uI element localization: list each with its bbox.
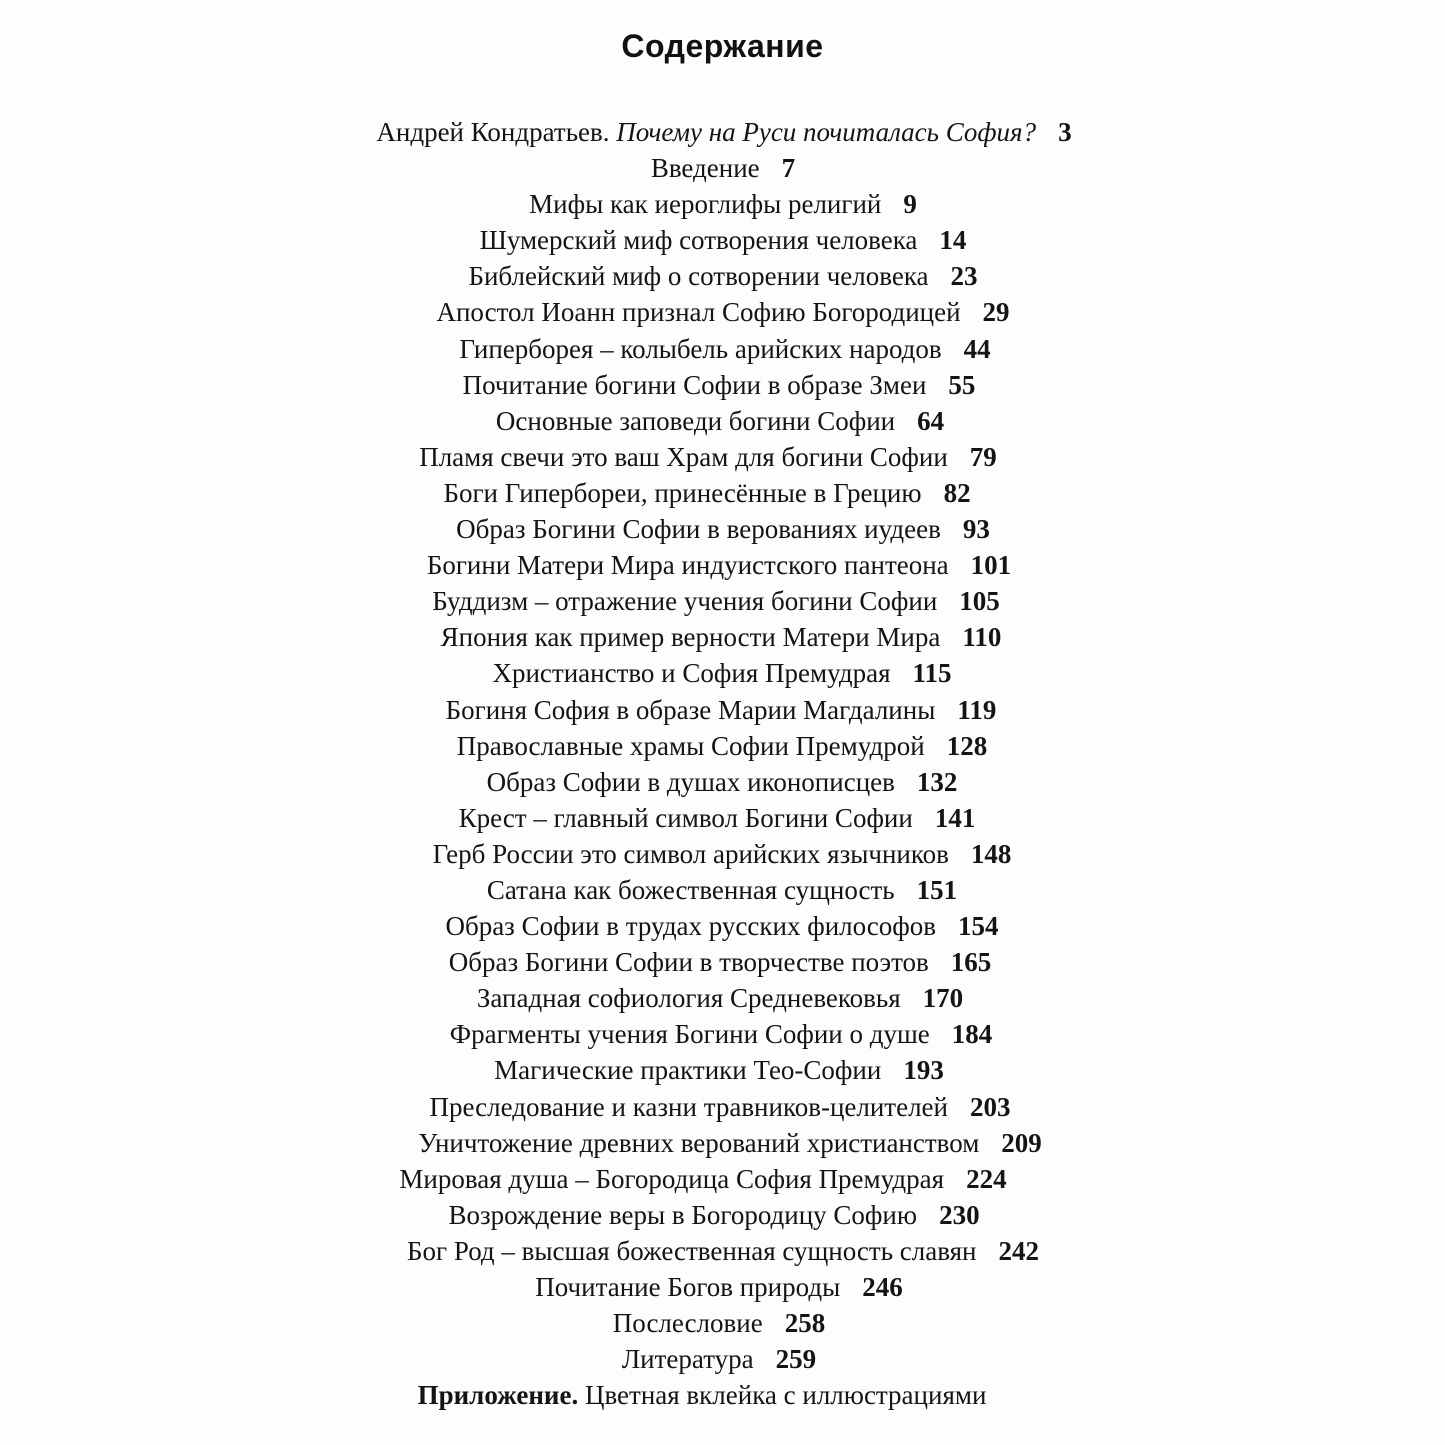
toc-entry <box>0 583 1445 619</box>
toc-entry-page-number: 119 <box>957 694 997 725</box>
toc-entry-title: Образ Богини Софии в творчестве поэтов <box>448 947 929 978</box>
toc-entry-page-number: 82 <box>943 477 971 508</box>
toc-entry-page-number: 23 <box>950 261 978 292</box>
toc-entry <box>0 547 1445 583</box>
toc-entry-page-number: 193 <box>903 1055 944 1086</box>
toc-entry-title: Литература <box>621 1344 754 1375</box>
toc-entry-title: Богиня София в образе Марии Магдалины <box>445 694 936 725</box>
toc-intro-entry <box>0 114 1445 150</box>
toc-entry-page-number: 141 <box>934 802 976 833</box>
toc-entry-title: Библейский миф о сотворении человека <box>468 261 929 292</box>
toc-entry-page-number: 258 <box>784 1308 826 1339</box>
appendix-label: Приложение. <box>417 1380 579 1411</box>
toc-entry <box>0 1269 1445 1305</box>
toc-entry-title: Введение <box>650 153 760 184</box>
toc-entry-page-number: 151 <box>916 874 958 905</box>
toc-entry-page-number: 224 <box>966 1163 1007 1194</box>
toc-entry-page-number: 110 <box>962 622 1002 653</box>
toc-entry <box>0 367 1445 403</box>
toc-entry <box>0 764 1445 800</box>
toc-entry-title: Крест – главный символ Богини Софии <box>458 802 913 833</box>
toc-entry-page-number: 154 <box>958 911 999 942</box>
toc-entry-title: Фрагменты учения Богини Софии о душе <box>449 1019 930 1050</box>
toc-entry-title: Образ Софии в трудах русских философов <box>445 911 937 942</box>
toc-entry-title: Буддизм – отражение учения богини Софии <box>432 586 938 617</box>
appendix-text: Цветная вклейка с иллюстрациями <box>584 1380 987 1411</box>
toc-entry-title: Возрождение веры в Богородицу Софию <box>448 1199 918 1230</box>
toc-entry <box>0 1125 1445 1161</box>
toc-entry-page-number: 101 <box>970 550 1012 581</box>
table-of-contents <box>0 114 1445 1413</box>
toc-entry <box>0 728 1445 764</box>
toc-entry <box>0 511 1445 547</box>
toc-entry <box>0 800 1445 836</box>
toc-entry <box>0 944 1445 980</box>
toc-entry-title: Уничтожение древних верований христианством <box>418 1127 980 1158</box>
intro-title: Почему на Руси почиталась София? <box>616 117 1037 147</box>
toc-entry-title: Шумерский миф сотворения человека <box>479 225 918 256</box>
toc-entry-title: Герб России это символ арийских язычников <box>432 838 949 869</box>
toc-entry <box>0 258 1445 294</box>
toc-entry-page-number: 93 <box>962 514 990 545</box>
page-title: Содержание <box>621 28 824 64</box>
toc-entry-title: Магические практики Тео-Софии <box>494 1055 882 1086</box>
toc-entry <box>0 872 1445 908</box>
toc-entry-page-number: 14 <box>939 225 967 256</box>
toc-entry-page-number: 230 <box>939 1199 980 1230</box>
toc-entry-page-number: 115 <box>912 658 952 689</box>
toc-entry-title: Западная софиология Средневековья <box>476 983 901 1014</box>
toc-entry <box>0 1089 1445 1125</box>
toc-entry-page-number: 259 <box>775 1344 817 1375</box>
toc-entry-page-number: 79 <box>969 441 997 472</box>
toc-entry-title: Апостол Иоанн признал Софию Богородицей <box>436 297 961 328</box>
toc-entry <box>0 1052 1445 1088</box>
toc-entry <box>0 908 1445 944</box>
toc-entry <box>0 186 1445 222</box>
toc-entry-page-number: 246 <box>862 1272 903 1302</box>
toc-entry-title: Почитание Богов природы <box>535 1272 841 1302</box>
intro-author: Андрей Кондратьев. <box>376 117 610 147</box>
toc-entry-page-number: 9 <box>903 189 917 220</box>
toc-entry <box>0 403 1445 439</box>
toc-entry-title: Мировая душа – Богородица София Премудрая <box>399 1163 945 1194</box>
toc-entry <box>0 439 1445 475</box>
toc-entry <box>0 655 1445 691</box>
toc-entry-page-number: 170 <box>922 983 964 1014</box>
toc-entry <box>0 1341 1445 1377</box>
toc-entry <box>0 1305 1445 1341</box>
toc-entry-page-number: 44 <box>963 333 991 364</box>
toc-entry-page-number: 209 <box>1001 1127 1042 1158</box>
toc-entry-title: Гиперборея – колыбель арийских народов <box>459 333 942 364</box>
toc-entry-page-number: 132 <box>916 766 958 797</box>
toc-entry-title: Православные храмы Софии Премудрой <box>456 730 925 761</box>
toc-entry <box>0 692 1445 728</box>
toc-entry-page-number: 55 <box>948 369 976 400</box>
toc-entry-title: Сатана как божественная сущность <box>486 874 895 905</box>
toc-entry <box>0 619 1445 655</box>
toc-entry-title: Преследование и казни травников-целителей <box>429 1091 948 1122</box>
toc-appendix-entry <box>0 1377 1445 1413</box>
toc-entry-page-number: 242 <box>998 1235 1039 1266</box>
toc-entry-title: Основные заповеди богини Софии <box>495 405 896 436</box>
toc-entry-title: Япония как пример верности Матери Мира <box>440 622 941 653</box>
toc-entry <box>0 475 1445 511</box>
toc-entry-title: Образ Софии в душах иконописцев <box>486 766 895 797</box>
toc-entry-title: Почитание богини Софии в образе Змеи <box>462 369 927 400</box>
toc-entry <box>0 1161 1445 1197</box>
toc-entry <box>0 980 1445 1016</box>
toc-entry <box>0 150 1445 186</box>
toc-entry-page-number: 184 <box>951 1019 993 1050</box>
toc-entry <box>0 331 1445 367</box>
toc-entry-title: Пламя свечи это ваш Храм для богини Софии <box>419 441 948 472</box>
toc-entry-title: Богини Матери Мира индуистского пантеона <box>426 550 949 581</box>
toc-entry <box>0 222 1445 258</box>
toc-entry-page-number: 148 <box>970 838 1012 869</box>
toc-entry <box>0 1233 1445 1269</box>
toc-entry <box>0 294 1445 330</box>
toc-entry-page-number: 29 <box>982 297 1010 328</box>
toc-entry-page-number: 7 <box>781 153 796 184</box>
toc-entry <box>0 836 1445 872</box>
toc-entry-page-number: 128 <box>946 730 988 761</box>
toc-entry-page-number: 64 <box>917 405 945 436</box>
toc-entry-page-number: 105 <box>959 586 1000 617</box>
toc-entry-title: Образ Богини Софии в верованиях иудеев <box>456 514 941 545</box>
toc-entry-page-number: 203 <box>969 1091 1011 1122</box>
intro-page-number: 3 <box>1058 117 1072 147</box>
toc-entry <box>0 1197 1445 1233</box>
toc-entry <box>0 1016 1445 1052</box>
toc-entry-title: Бог Род – высшая божественная сущность славян <box>407 1235 977 1266</box>
toc-entry-title: Мифы как иероглифы религий <box>529 189 882 220</box>
toc-entry-title: Послесловие <box>612 1308 763 1339</box>
toc-entry-title: Христианство и София Премудрая <box>492 658 891 689</box>
toc-entry-title: Боги Гипербореи, принесённые в Грецию <box>443 477 922 508</box>
toc-entry-page-number: 165 <box>950 947 992 978</box>
